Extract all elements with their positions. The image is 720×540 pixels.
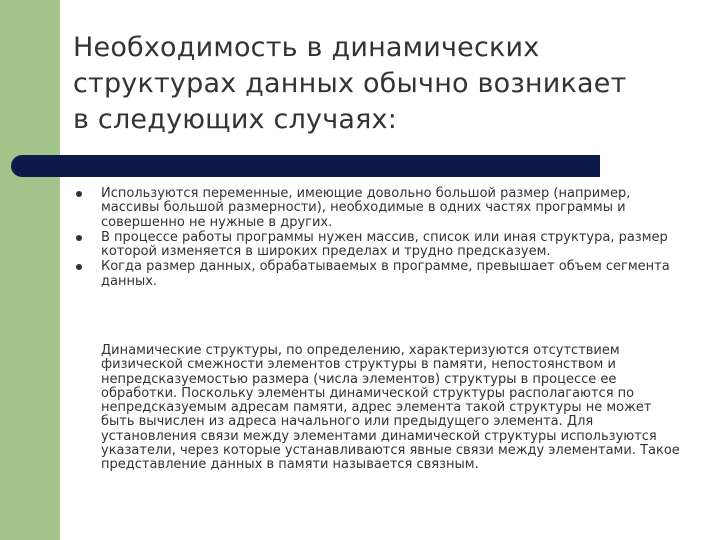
bullet-item [76, 260, 676, 289]
bullet-dot-icon [76, 235, 82, 241]
bullet-item [76, 231, 676, 260]
bullet-text: Используются переменные, имеющие довольно большой размер (например, массивы большой размерности), необходимые в одних частях программы и совершенно не нужные в других. [101, 186, 631, 230]
bullet-text: В процессе работы программы нужен массив, список или иная структура, размер которой изменяется в широких пределах и трудно предсказуем. [101, 229, 668, 260]
slide-title: Необходимость в динамических структурах данных обычно возникает в следующих случаях: [73, 32, 627, 135]
bullet-item [76, 187, 676, 230]
bullet-list [76, 187, 676, 290]
body-paragraph: Динамические структуры, по определению, характеризуются отсутствием физической смежности элементов структуры в памяти, непостоянством и непредсказуемостью размера (числа элементов) структуры в процессе ее обработки. Поскольку элементы динамической структуры располагаются по непредсказуемым адресам памяти, адрес элемента такой структуры не может быть вычислен из адреса начального или предыдущего элемента. Для установления связи между элементами динамической структуры используются указатели, через которые устанавливаются явные связи между элементами. Такое представление данных в памяти называется связным. [101, 343, 680, 473]
title-divider-bar [11, 155, 600, 177]
bullet-text: Когда размер данных, обрабатываемых в программе, превышает объем сегмента данных. [101, 259, 670, 289]
bullet-dot-icon [76, 191, 82, 197]
bullet-dot-icon [76, 264, 82, 270]
